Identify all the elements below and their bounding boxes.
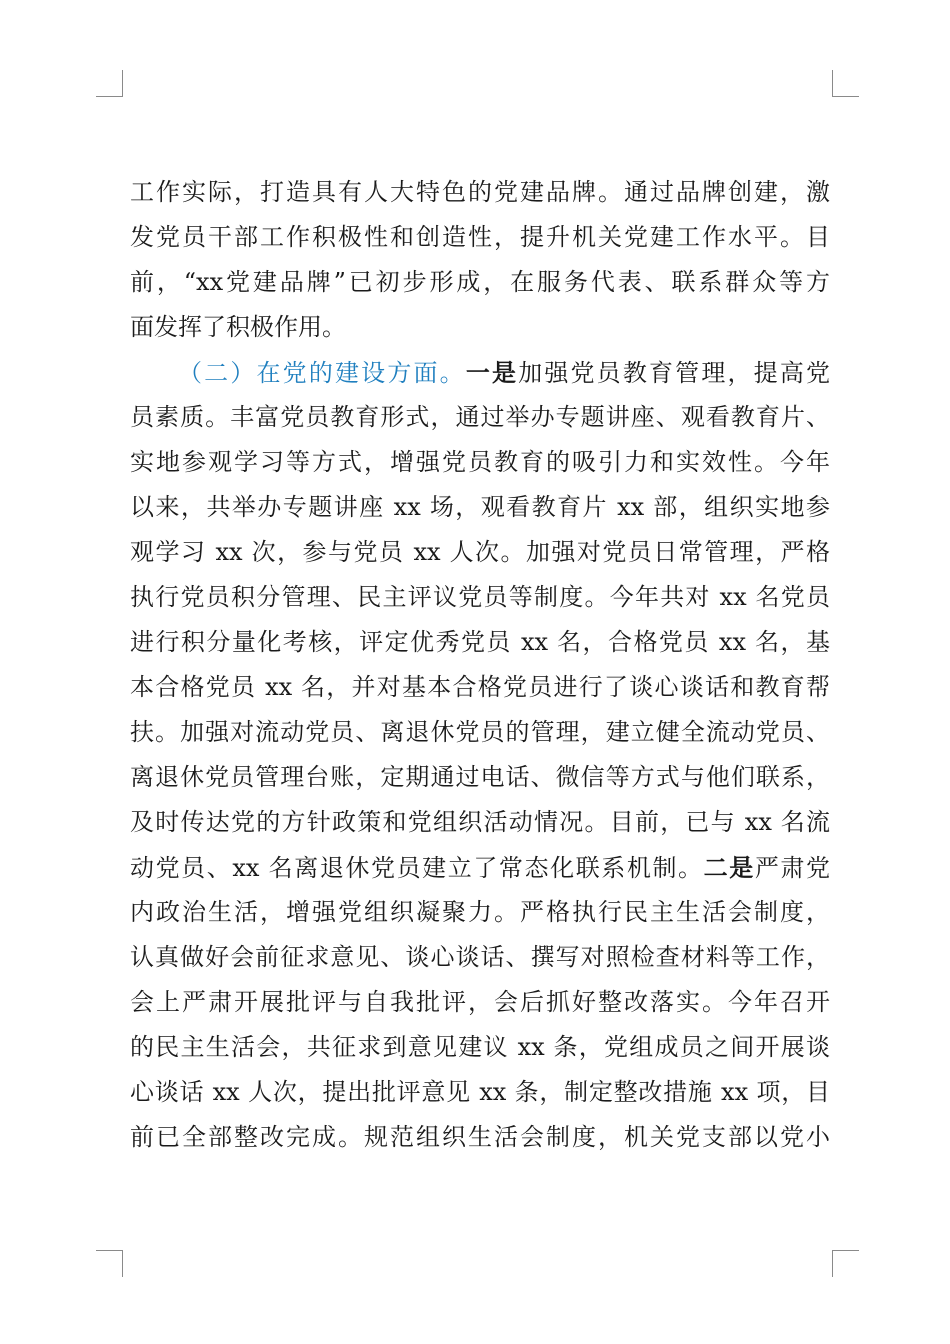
crop-mark-bottom-right: [832, 1250, 859, 1277]
text-line: 前，“xx党建品牌”已初步形成，在服务代表、联系群众等方: [130, 268, 830, 296]
crop-mark-top-right: [832, 70, 859, 97]
text-line: 内政治生活，增强党组织凝聚力。严格执行民主生活会制度，: [130, 898, 830, 926]
text-line: 扶。加强对流动党员、离退休党员的管理，建立健全流动党员、: [130, 718, 830, 746]
document-body: [130, 170, 830, 1160]
text-line: 认真做好会前征求意见、谈心谈话、撰写对照检查材料等工作，: [130, 943, 830, 971]
text-line: 员素质。丰富党员教育形式，通过举办专题讲座、观看教育片、: [130, 403, 830, 431]
text-line: 以来，共举办专题讲座 xx 场，观看教育片 xx 部，组织实地参: [130, 493, 830, 521]
text-line: 及时传达党的方针政策和党组织活动情况。目前，已与 xx 名流: [130, 808, 830, 836]
text-span: 加强党员教育管理，提高党: [518, 359, 830, 387]
section-heading-line: [130, 350, 830, 395]
crop-mark-top-left: [96, 70, 123, 97]
text-line: 离退休党员管理台账，定期通过电话、微信等方式与他们联系，: [130, 763, 830, 791]
text-span: 严肃党: [754, 854, 830, 882]
text-line: 面发挥了积极作用。: [130, 313, 346, 341]
section-heading: （二）在党的建设方面。: [178, 359, 466, 387]
text-line: 本合格党员 xx 名，并对基本合格党员进行了谈心谈话和教育帮: [130, 673, 830, 701]
text-line: 观学习 xx 次，参与党员 xx 人次。加强对党员日常管理，严格: [130, 538, 830, 566]
text-line: 进行积分量化考核，评定优秀党员 xx 名，合格党员 xx 名，基: [130, 628, 830, 656]
crop-mark-bottom-left: [96, 1250, 123, 1277]
bold-lead-er: 二是: [703, 853, 755, 882]
bold-lead-yi: 一是: [465, 358, 519, 387]
text-line: 会上严肃开展批评与自我批评，会后抓好整改落实。今年召开: [130, 988, 830, 1016]
text-line: 心谈话 xx 人次，提出批评意见 xx 条，制定整改措施 xx 项，目: [130, 1078, 830, 1106]
text-line: 执行党员积分管理、民主评议党员等制度。今年共对 xx 名党员: [130, 583, 830, 611]
text-line: 前已全部整改完成。规范组织生活会制度，机关党支部以党小: [130, 1123, 830, 1151]
text-span: 动党员、xx 名离退休党员建立了常态化联系机制。: [130, 854, 704, 882]
text-line: 发党员干部工作积极性和创造性，提升机关党建工作水平。目: [130, 223, 830, 251]
mixed-text-line: [130, 845, 830, 890]
text-line: 的民主生活会，共征求到意见建议 xx 条，党组成员之间开展谈: [130, 1033, 830, 1061]
text-line: 实地参观学习等方式，增强党员教育的吸引力和实效性。今年: [130, 448, 830, 476]
text-line: 工作实际，打造具有人大特色的党建品牌。通过品牌创建，激: [130, 178, 830, 206]
